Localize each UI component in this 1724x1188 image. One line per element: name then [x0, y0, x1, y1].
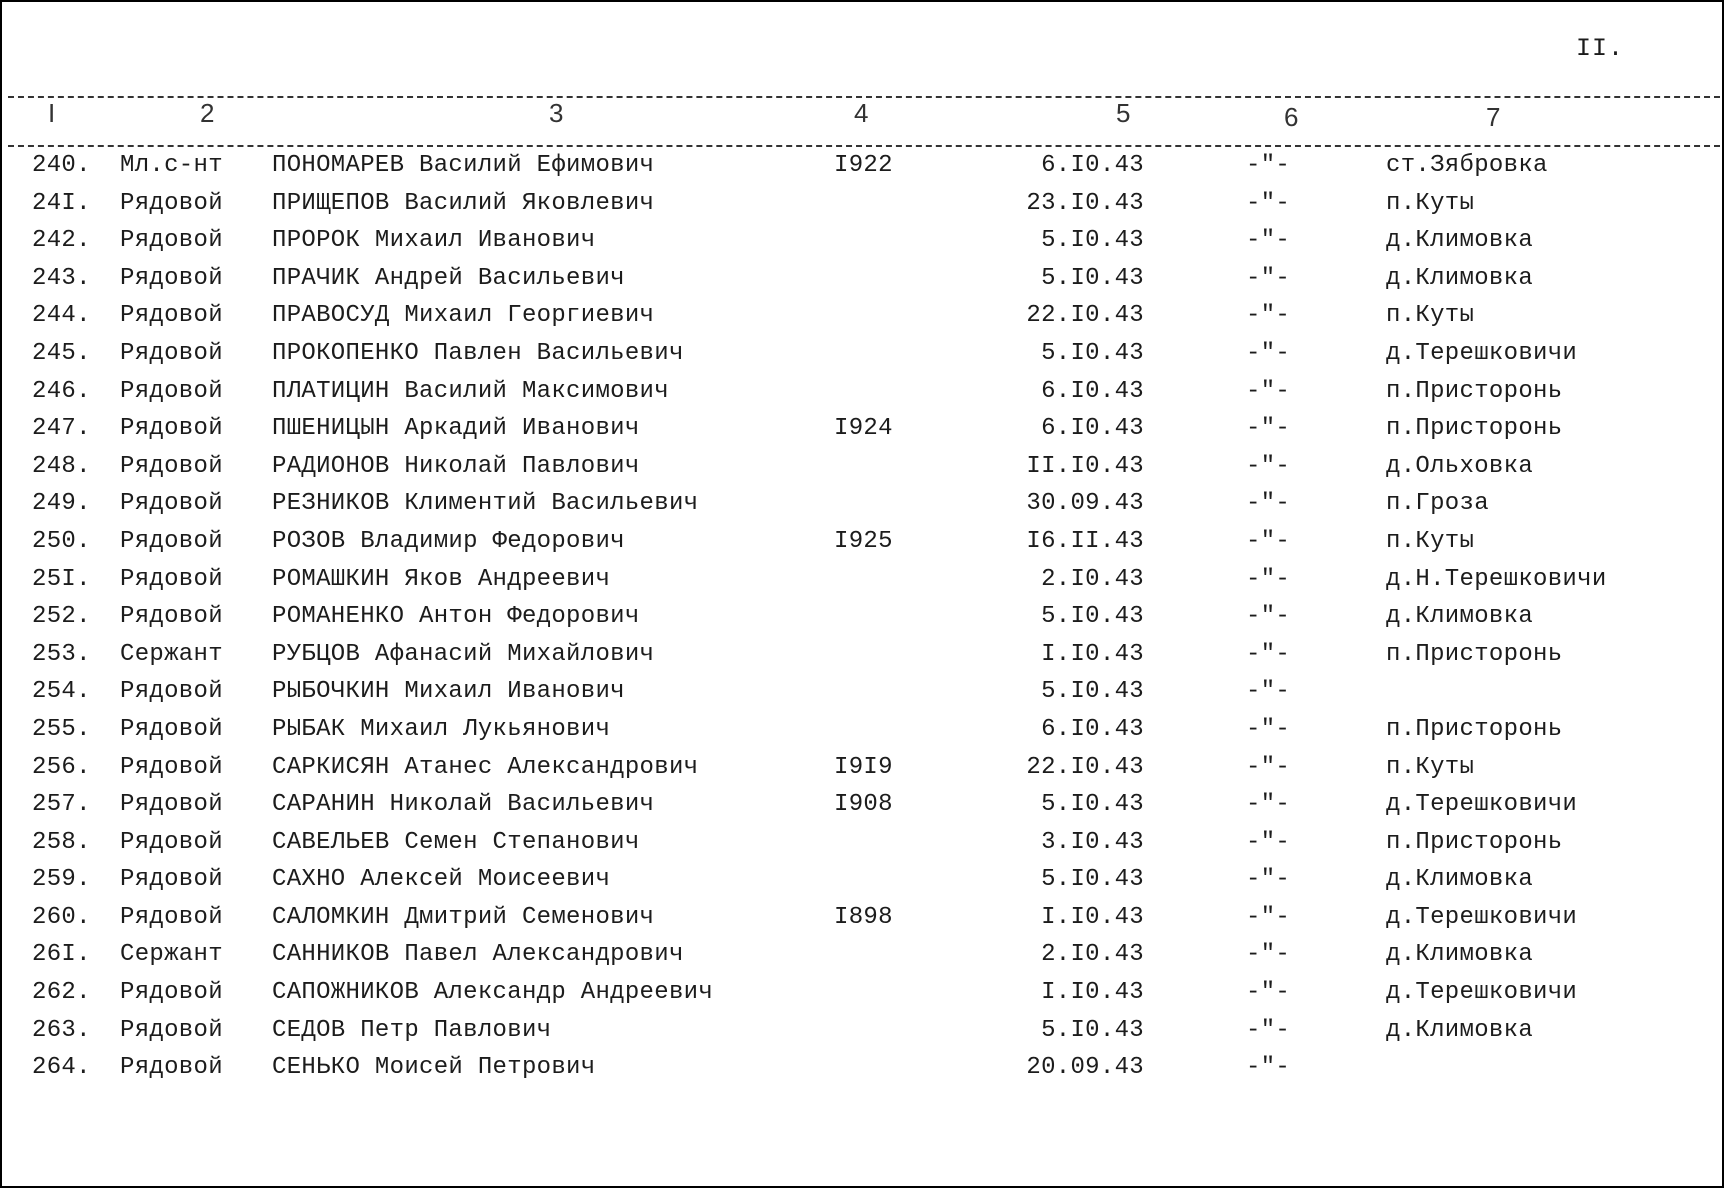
- record-ditto-mark: -"-: [1246, 302, 1291, 330]
- record-ditto-mark: -"-: [1246, 866, 1291, 894]
- record-number: 245.: [32, 339, 91, 367]
- record-date: II.I0.43: [1026, 452, 1144, 480]
- table-row: [2, 750, 1724, 788]
- record-birth-year: I925: [834, 527, 893, 555]
- table-row: [2, 825, 1724, 863]
- table-row: [2, 411, 1724, 449]
- record-place: д.Климовка: [1386, 941, 1534, 969]
- record-place: п.Куты: [1386, 753, 1475, 781]
- record-number: 254.: [32, 678, 91, 706]
- table-row: [2, 148, 1724, 186]
- record-number: 252.: [32, 603, 91, 631]
- record-ditto-mark: -"-: [1246, 941, 1291, 969]
- record-date: 5.I0.43: [1041, 791, 1144, 819]
- record-place: д.Н.Терешковичи: [1386, 565, 1607, 593]
- table-row: [2, 975, 1724, 1013]
- record-number: 260.: [32, 903, 91, 931]
- record-name: РЫБАК Михаил Лукьянович: [272, 715, 611, 743]
- record-date: 6.I0.43: [1041, 715, 1144, 743]
- record-name: ПШЕНИЦЫН Аркадий Иванович: [272, 415, 640, 443]
- table-row: [2, 261, 1724, 299]
- record-rank: Рядовой: [120, 866, 223, 894]
- record-ditto-mark: -"-: [1246, 152, 1291, 179]
- table-row: [2, 374, 1724, 412]
- record-rank: Рядовой: [120, 415, 223, 443]
- record-date: 5.I0.43: [1041, 678, 1144, 706]
- record-name: РУБЦОВ Афанасий Михайлович: [272, 640, 655, 668]
- record-ditto-mark: -"-: [1246, 565, 1291, 593]
- record-number: 264.: [32, 1054, 91, 1082]
- record-name: САПОЖНИКОВ Александр Андреевич: [272, 979, 714, 1007]
- column-header-row: [2, 98, 1724, 138]
- record-number: 249.: [32, 490, 91, 518]
- table-row: [2, 599, 1724, 637]
- record-place: д.Климовка: [1386, 1016, 1534, 1044]
- record-place: д.Климовка: [1386, 264, 1534, 292]
- table-row: [2, 1050, 1724, 1088]
- table-row: [2, 937, 1724, 975]
- table-row: [2, 1013, 1724, 1051]
- record-name: РОМАШКИН Яков Андреевич: [272, 565, 611, 593]
- table-row: [2, 787, 1724, 825]
- record-ditto-mark: -"-: [1246, 377, 1291, 405]
- record-rank: Рядовой: [120, 979, 223, 1007]
- table-row: [2, 562, 1724, 600]
- record-place: п.Куты: [1386, 302, 1475, 330]
- record-rank: Рядовой: [120, 302, 223, 330]
- header-divider-bottom: [8, 145, 1720, 147]
- record-rank: Рядовой: [120, 452, 223, 480]
- record-place: п.Гроза: [1386, 490, 1489, 518]
- record-name: ПОНОМАРЕВ Василий Ефимович: [272, 152, 655, 179]
- record-number: 244.: [32, 302, 91, 330]
- record-number: 246.: [32, 377, 91, 405]
- table-row: [2, 862, 1724, 900]
- record-rank: Рядовой: [120, 490, 223, 518]
- record-number: 250.: [32, 527, 91, 555]
- record-name: САРКИСЯН Атанес Александрович: [272, 753, 699, 781]
- record-place: п.Присторонь: [1386, 828, 1563, 856]
- column-header-7: 7: [1486, 102, 1501, 132]
- table-row: [2, 524, 1724, 562]
- record-name: ПЛАТИЦИН Василий Максимович: [272, 377, 669, 405]
- record-number: 258.: [32, 828, 91, 856]
- record-date: 20.09.43: [1026, 1054, 1144, 1082]
- record-place: д.Терешковичи: [1386, 791, 1578, 819]
- record-number: 259.: [32, 866, 91, 894]
- record-number: 257.: [32, 791, 91, 819]
- record-rank: Рядовой: [120, 565, 223, 593]
- record-name: СЕДОВ Петр Павлович: [272, 1016, 552, 1044]
- record-ditto-mark: -"-: [1246, 527, 1291, 555]
- record-date: 30.09.43: [1026, 490, 1144, 518]
- record-number: 26I.: [32, 941, 91, 969]
- record-date: I.I0.43: [1041, 640, 1144, 668]
- record-place: п.Куты: [1386, 527, 1475, 555]
- record-date: 5.I0.43: [1041, 1016, 1144, 1044]
- record-rank: Сержант: [120, 640, 223, 668]
- record-rank: Рядовой: [120, 189, 223, 217]
- record-date: 2.I0.43: [1041, 565, 1144, 593]
- column-header-3: 3: [549, 98, 564, 128]
- record-ditto-mark: -"-: [1246, 603, 1291, 631]
- record-rank: Рядовой: [120, 527, 223, 555]
- table-row: [2, 298, 1724, 336]
- table-row: [2, 712, 1724, 750]
- record-rank: Рядовой: [120, 828, 223, 856]
- record-place: д.Климовка: [1386, 603, 1534, 631]
- record-number: 253.: [32, 640, 91, 668]
- record-place: п.Присторонь: [1386, 640, 1563, 668]
- record-date: 3.I0.43: [1041, 828, 1144, 856]
- table-row: [2, 336, 1724, 374]
- record-ditto-mark: -"-: [1246, 828, 1291, 856]
- record-rank: Рядовой: [120, 339, 223, 367]
- record-ditto-mark: -"-: [1246, 264, 1291, 292]
- record-place: д.Терешковичи: [1386, 903, 1578, 931]
- column-header-1: I: [48, 98, 56, 128]
- table-row: [2, 637, 1724, 675]
- record-list: [2, 148, 1724, 1088]
- record-ditto-mark: -"-: [1246, 753, 1291, 781]
- record-rank: Рядовой: [120, 227, 223, 255]
- record-date: 5.I0.43: [1041, 227, 1144, 255]
- record-birth-year: I9I9: [834, 753, 893, 781]
- record-rank: Рядовой: [120, 1016, 223, 1044]
- record-number: 263.: [32, 1016, 91, 1044]
- record-place: п.Присторонь: [1386, 377, 1563, 405]
- record-place: д.Климовка: [1386, 227, 1534, 255]
- record-birth-year: I922: [834, 152, 893, 179]
- record-date: 22.I0.43: [1026, 302, 1144, 330]
- record-name: ПРАВОСУД Михаил Георгиевич: [272, 302, 655, 330]
- record-birth-year: I898: [834, 903, 893, 931]
- record-ditto-mark: -"-: [1246, 189, 1291, 217]
- table-row: [2, 223, 1724, 261]
- record-birth-year: I924: [834, 415, 893, 443]
- record-ditto-mark: -"-: [1246, 979, 1291, 1007]
- record-date: I.I0.43: [1041, 979, 1144, 1007]
- record-rank: Рядовой: [120, 678, 223, 706]
- table-row: [2, 186, 1724, 224]
- record-ditto-mark: -"-: [1246, 903, 1291, 931]
- record-name: РЫБОЧКИН Михаил Иванович: [272, 678, 625, 706]
- record-date: I.I0.43: [1041, 903, 1144, 931]
- record-rank: Рядовой: [120, 377, 223, 405]
- record-name: ПРОРОК Михаил Иванович: [272, 227, 596, 255]
- column-header-2: 2: [200, 98, 215, 128]
- record-number: 242.: [32, 227, 91, 255]
- record-ditto-mark: -"-: [1246, 452, 1291, 480]
- record-rank: Рядовой: [120, 603, 223, 631]
- record-number: 248.: [32, 452, 91, 480]
- record-name: САЛОМКИН Дмитрий Семенович: [272, 903, 655, 931]
- record-place: п.Куты: [1386, 189, 1475, 217]
- record-ditto-mark: -"-: [1246, 490, 1291, 518]
- record-place: д.Терешковичи: [1386, 979, 1578, 1007]
- record-date: 5.I0.43: [1041, 264, 1144, 292]
- record-place: п.Присторонь: [1386, 415, 1563, 443]
- table-row: [2, 449, 1724, 487]
- record-name: ПРОКОПЕНКО Павлен Васильевич: [272, 339, 684, 367]
- record-number: 24I.: [32, 189, 91, 217]
- record-rank: Сержант: [120, 941, 223, 969]
- table-row: [2, 486, 1724, 524]
- record-name: РЕЗНИКОВ Климентий Васильевич: [272, 490, 699, 518]
- record-name: РАДИОНОВ Николай Павлович: [272, 452, 640, 480]
- record-date: 22.I0.43: [1026, 753, 1144, 781]
- record-place: д.Климовка: [1386, 866, 1534, 894]
- record-name: ПРИЩЕПОВ Василий Яковлевич: [272, 189, 655, 217]
- table-row: [2, 900, 1724, 938]
- record-ditto-mark: -"-: [1246, 678, 1291, 706]
- record-date: 5.I0.43: [1041, 603, 1144, 631]
- record-number: 243.: [32, 264, 91, 292]
- record-date: I6.II.43: [1026, 527, 1144, 555]
- record-place: п.Присторонь: [1386, 715, 1563, 743]
- record-rank: Рядовой: [120, 753, 223, 781]
- record-place: ст.Зябровка: [1386, 152, 1548, 179]
- record-ditto-mark: -"-: [1246, 1016, 1291, 1044]
- record-date: 6.I0.43: [1041, 377, 1144, 405]
- record-name: САХНО Алексей Моисеевич: [272, 866, 611, 894]
- record-date: 5.I0.43: [1041, 866, 1144, 894]
- record-rank: Мл.с-нт: [120, 152, 223, 179]
- table-row: [2, 674, 1724, 712]
- page-number: II.: [1576, 34, 1625, 63]
- record-name: РОМАНЕНКО Антон Федорович: [272, 603, 640, 631]
- record-ditto-mark: -"-: [1246, 227, 1291, 255]
- record-rank: Рядовой: [120, 264, 223, 292]
- record-place: д.Ольховка: [1386, 452, 1534, 480]
- record-name: САННИКОВ Павел Александрович: [272, 941, 684, 969]
- record-place: д.Терешковичи: [1386, 339, 1578, 367]
- record-date: 5.I0.43: [1041, 339, 1144, 367]
- record-date: 6.I0.43: [1041, 415, 1144, 443]
- record-ditto-mark: -"-: [1246, 339, 1291, 367]
- record-number: 240.: [32, 152, 91, 179]
- record-name: САРАНИН Николай Васильевич: [272, 791, 655, 819]
- column-header-6: 6: [1284, 102, 1299, 132]
- record-rank: Рядовой: [120, 791, 223, 819]
- record-birth-year: I908: [834, 791, 893, 819]
- record-rank: Рядовой: [120, 715, 223, 743]
- record-ditto-mark: -"-: [1246, 715, 1291, 743]
- record-rank: Рядовой: [120, 1054, 223, 1082]
- record-ditto-mark: -"-: [1246, 791, 1291, 819]
- record-number: 256.: [32, 753, 91, 781]
- record-rank: Рядовой: [120, 903, 223, 931]
- record-ditto-mark: -"-: [1246, 1054, 1291, 1082]
- record-date: 2.I0.43: [1041, 941, 1144, 969]
- record-date: 6.I0.43: [1041, 152, 1144, 179]
- record-ditto-mark: -"-: [1246, 415, 1291, 443]
- record-number: 255.: [32, 715, 91, 743]
- record-number: 262.: [32, 979, 91, 1007]
- record-name: САВЕЛЬЕВ Семен Степанович: [272, 828, 640, 856]
- record-name: ПРАЧИК Андрей Васильевич: [272, 264, 625, 292]
- record-ditto-mark: -"-: [1246, 640, 1291, 668]
- column-header-5: 5: [1116, 98, 1131, 128]
- column-header-4: 4: [854, 98, 869, 128]
- record-number: 247.: [32, 415, 91, 443]
- record-name: СЕНЬКО Моисей Петрович: [272, 1054, 596, 1082]
- record-number: 25I.: [32, 565, 91, 593]
- record-date: 23.I0.43: [1026, 189, 1144, 217]
- record-name: РОЗОВ Владимир Федорович: [272, 527, 625, 555]
